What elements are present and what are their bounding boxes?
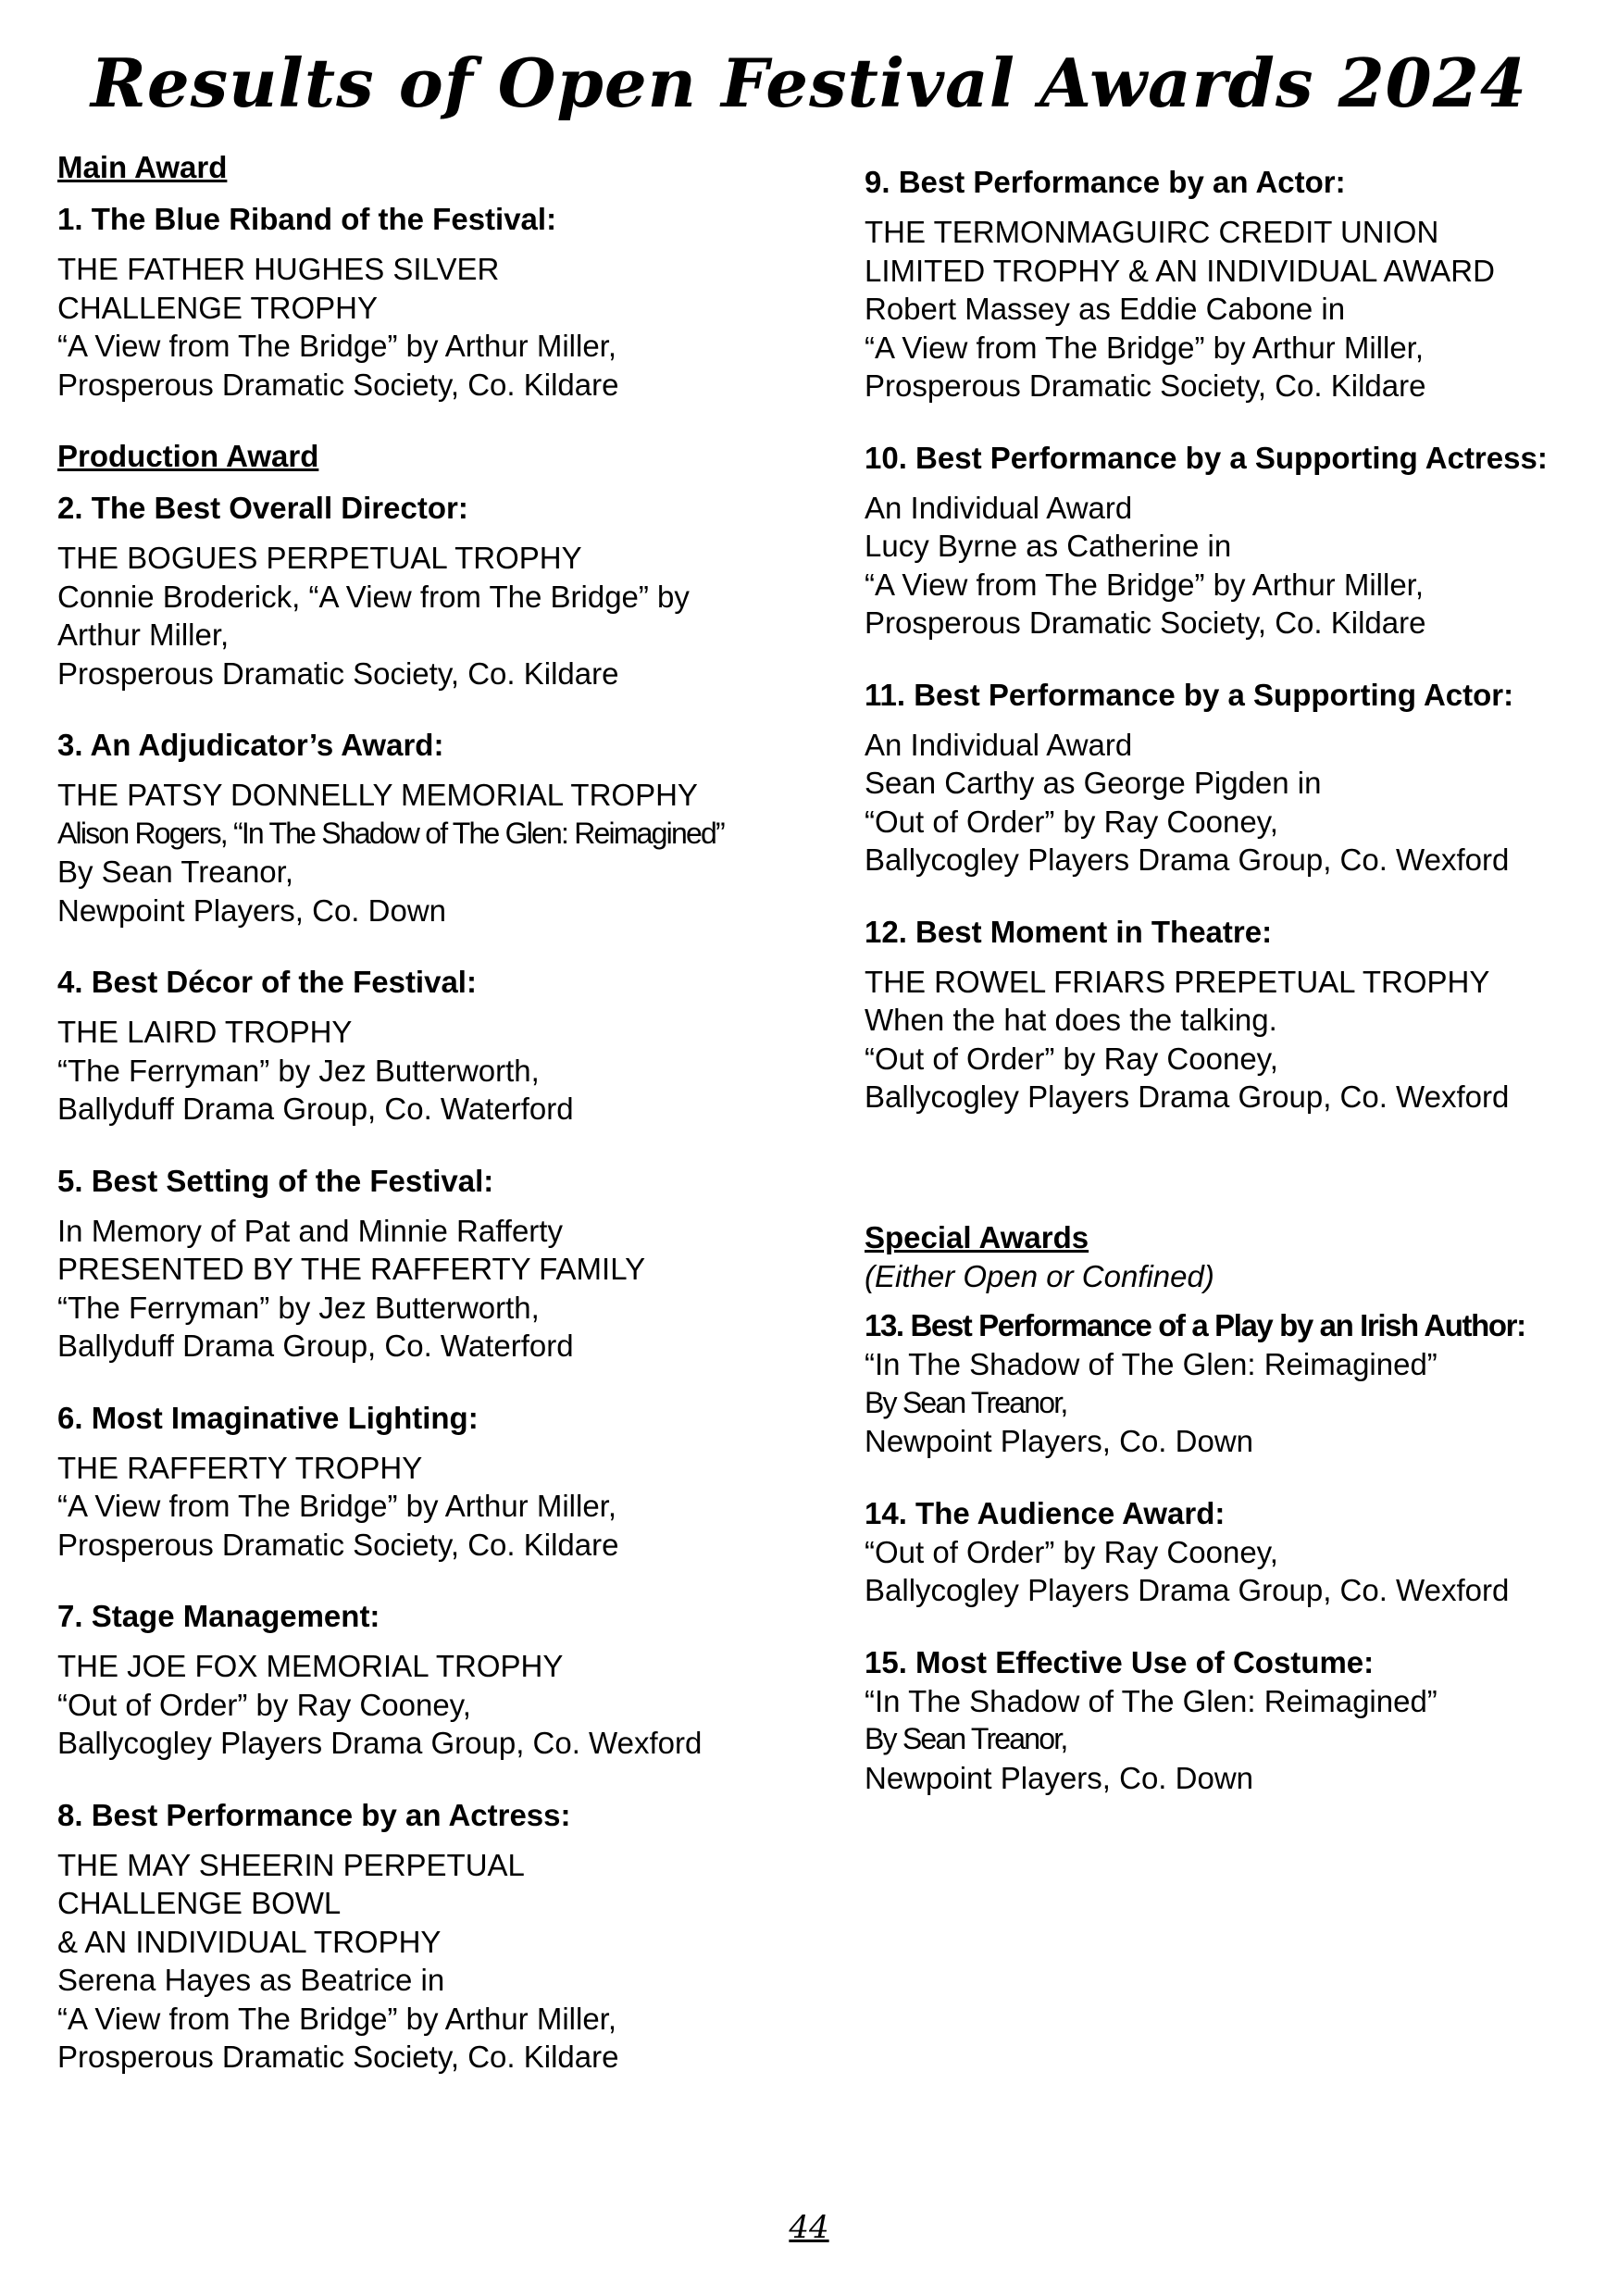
award-3 bbox=[57, 726, 816, 930]
award-line: “Out of Order” by Ray Cooney, bbox=[865, 804, 1278, 839]
award-line: CHALLENGE BOWL bbox=[57, 1886, 342, 1920]
award-line: THE PATSY DONNELLY MEMORIAL TROPHY bbox=[57, 778, 698, 812]
award-5 bbox=[57, 1162, 816, 1366]
award-line: “The Ferryman” by Jez Butterworth, bbox=[57, 1053, 540, 1088]
award-line: Lucy Byrne as Catherine in bbox=[865, 529, 1232, 563]
award-line: Ballycogley Players Drama Group, Co. Wexford bbox=[57, 1726, 703, 1760]
award-heading: 1. The Blue Riband of the Festival: bbox=[57, 202, 557, 236]
award-line: Newpoint Players, Co. Down bbox=[865, 1760, 1254, 1795]
award-heading: 6. Most Imaginative Lighting: bbox=[57, 1400, 479, 1435]
award-line: THE RAFFERTY TROPHY bbox=[57, 1450, 423, 1485]
award-line: Newpoint Players, Co. Down bbox=[865, 1424, 1254, 1458]
award-6 bbox=[57, 1399, 816, 1565]
award-line: THE TERMONMAGUIRC CREDIT UNION bbox=[865, 215, 1439, 249]
award-heading: 12. Best Moment in Theatre: bbox=[865, 914, 1273, 949]
page-title: Results of Open Festival Awards 2024 bbox=[91, 44, 1527, 122]
award-line: Arthur Miller, bbox=[57, 618, 230, 652]
award-line: An Individual Award bbox=[865, 490, 1133, 525]
award-7 bbox=[57, 1597, 816, 1763]
award-line: “In The Shadow of The Glen: Reimagined” bbox=[865, 1347, 1438, 1381]
award-line: “A View from The Bridge” by Arthur Miller, bbox=[57, 2001, 617, 2036]
award-line: Ballycogley Players Drama Group, Co. Wexford bbox=[865, 842, 1510, 877]
award-heading: 2. The Best Overall Director: bbox=[57, 491, 468, 525]
award-line: “A View from The Bridge” by Arthur Miller, bbox=[865, 330, 1425, 365]
award-line: Ballycogley Players Drama Group, Co. Wexford bbox=[865, 1079, 1510, 1114]
award-heading: 11. Best Performance by a Supporting Actor: bbox=[865, 677, 1514, 712]
award-12 bbox=[865, 913, 1587, 1117]
award-line: Prosperous Dramatic Society, Co. Kildare bbox=[865, 605, 1426, 640]
award-heading: 8. Best Performance by an Actress: bbox=[57, 1797, 571, 1832]
award-line: Ballyduff Drama Group, Co. Waterford bbox=[57, 1329, 574, 1363]
award-13 bbox=[865, 1306, 1587, 1461]
award-heading: 13. Best Performance of a Play by an Irish Author: bbox=[865, 1308, 1525, 1342]
section-heading-production-award: Production Award bbox=[57, 439, 319, 473]
page-number: 44 bbox=[789, 2209, 829, 2246]
award-line: THE FATHER HUGHES SILVER bbox=[57, 252, 500, 286]
award-line: “A View from The Bridge” by Arthur Miller, bbox=[57, 329, 617, 363]
award-10 bbox=[865, 439, 1587, 643]
award-line: By Sean Treanor, bbox=[865, 1385, 1067, 1419]
award-line: Connie Broderick, “A View from The Bridge” by bbox=[57, 579, 690, 614]
section-heading-main-award: Main Award bbox=[57, 150, 228, 184]
award-heading: 4. Best Décor of the Festival: bbox=[57, 965, 477, 999]
award-line: In Memory of Pat and Minnie Rafferty bbox=[57, 1213, 563, 1248]
award-line: THE ROWEL FRIARS PREPETUAL TROPHY bbox=[865, 964, 1490, 999]
award-line: Ballycogley Players Drama Group, Co. Wexford bbox=[865, 1573, 1510, 1607]
award-line: When the hat does the talking. bbox=[865, 1003, 1277, 1037]
award-line: THE JOE FOX MEMORIAL TROPHY bbox=[57, 1649, 564, 1683]
award-line: Prosperous Dramatic Society, Co. Kildare bbox=[57, 367, 619, 402]
award-line: “Out of Order” by Ray Cooney, bbox=[865, 1534, 1278, 1569]
award-line: Newpoint Players, Co. Down bbox=[57, 892, 447, 928]
award-line: Serena Hayes as Beatrice in bbox=[57, 1963, 445, 1997]
award-4 bbox=[57, 963, 816, 1129]
award-heading: 9. Best Performance by an Actor: bbox=[865, 165, 1346, 199]
award-line: “The Ferryman” by Jez Butterworth, bbox=[57, 1290, 540, 1325]
award-heading: 3. An Adjudicator’s Award: bbox=[57, 728, 444, 762]
award-line: “Out of Order” by Ray Cooney, bbox=[57, 1687, 471, 1722]
award-line: Ballyduff Drama Group, Co. Waterford bbox=[57, 1092, 574, 1126]
special-awards-subtitle: (Either Open or Confined) bbox=[865, 1258, 1214, 1293]
award-line: By Sean Treanor, bbox=[57, 855, 293, 889]
award-line: Sean Carthy as George Pigden in bbox=[865, 766, 1322, 800]
award-heading: 10. Best Performance by a Supporting Actress: bbox=[865, 440, 1548, 475]
award-line: Prosperous Dramatic Society, Co. Kildare bbox=[57, 2040, 619, 2074]
award-2 bbox=[57, 489, 816, 693]
section-heading-special-awards: Special Awards bbox=[865, 1219, 1089, 1254]
award-heading: 5. Best Setting of the Festival: bbox=[57, 1163, 494, 1198]
award-line: THE BOGUES PERPETUAL TROPHY bbox=[57, 541, 582, 575]
award-line: “A View from The Bridge” by Arthur Miller, bbox=[57, 1489, 617, 1523]
award-15 bbox=[865, 1643, 1587, 1798]
award-line: CHALLENGE TROPHY bbox=[57, 290, 378, 325]
award-line: THE LAIRD TROPHY bbox=[57, 1015, 353, 1049]
award-line: LIMITED TROPHY & AN INDIVIDUAL AWARD bbox=[865, 253, 1495, 288]
award-line: An Individual Award bbox=[865, 727, 1133, 762]
award-line: “Out of Order” by Ray Cooney, bbox=[865, 1041, 1278, 1076]
award-heading: 14. The Audience Award: bbox=[865, 1495, 1226, 1530]
award-line: Prosperous Dramatic Society, Co. Kildare bbox=[57, 1527, 619, 1562]
award-line: “A View from The Bridge” by Arthur Miller, bbox=[865, 567, 1425, 602]
award-line: “In The Shadow of The Glen: Reimagined” bbox=[865, 1683, 1438, 1718]
award-line: Robert Massey as Eddie Cabone in bbox=[865, 292, 1346, 326]
right-column bbox=[865, 163, 1587, 1797]
award-heading: 7. Stage Management: bbox=[57, 1599, 380, 1633]
award-line: Prosperous Dramatic Society, Co. Kildare bbox=[57, 655, 619, 691]
award-14 bbox=[865, 1494, 1587, 1610]
award-1 bbox=[57, 200, 816, 404]
award-8 bbox=[57, 1796, 816, 2077]
award-line: & AN INDIVIDUAL TROPHY bbox=[57, 1924, 442, 1959]
award-9 bbox=[865, 163, 1587, 406]
award-heading: 15. Most Effective Use of Costume: bbox=[865, 1644, 1375, 1679]
award-line: Prosperous Dramatic Society, Co. Kildare bbox=[865, 368, 1426, 403]
award-line: By Sean Treanor, bbox=[865, 1722, 1067, 1755]
award-line: Alison Rogers, “In The Shadow of The Glen: Reimagined” bbox=[57, 816, 724, 850]
award-line: PRESENTED BY THE RAFFERTY FAMILY bbox=[57, 1252, 646, 1286]
award-11 bbox=[865, 676, 1587, 880]
left-column bbox=[57, 148, 816, 2077]
award-line: THE MAY SHEERIN PERPETUAL bbox=[57, 1847, 525, 1882]
